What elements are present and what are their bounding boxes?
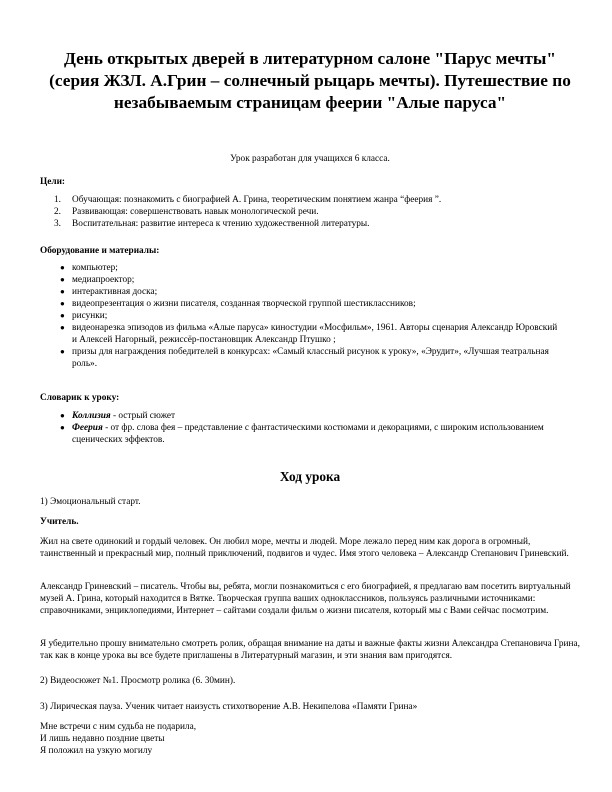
bullet-icon: ● (60, 323, 65, 332)
list-item: ● интерактивная доска; (60, 287, 158, 297)
lesson-heading: Ход урока (279, 469, 341, 484)
bullet-icon: ● (60, 347, 65, 356)
intro-text: Урок разработан для учащихся 6 класса. (230, 154, 390, 164)
paragraph-2: Александр Гриневский – писатель. Чтобы вы, ребята, могли познакомиться с его биографией, я предлагаю вам посетить виртуальный музей А. Грина, который находится в Вятке. Творческая группа ваших одноклассников, пользуясь различными источниками: справочниками, энциклопедиями, Интернет – сайтами создали фильм о жизни писателя, который мы с Вами сейчас посмотрим. (40, 582, 571, 616)
poem-line: Я положил на узкую могилу (40, 746, 153, 756)
vocab-definition: - острый сюжет (110, 411, 176, 421)
list-item (40, 410, 560, 422)
equipment-heading: Оборудование и материалы: (40, 246, 160, 256)
goals-heading: Цели: (40, 177, 66, 187)
teacher-label: Учитель. (40, 517, 79, 527)
list-item: ● видеопрезентация о жизни писателя, созданная творческой группой шестиклассников; (60, 299, 416, 309)
document-title: День открытых дверей в литературном салоне "Парус мечты" (серия ЖЗЛ. А.Грин – солнечный рыцарь мечты). Путешествие по незабываемым страницам феерии "Алые паруса" (49, 49, 571, 112)
step-3: 3) Лирическая пауза. Ученик читает наизусть стихотворение А.В. Некипелова «Памяти Грина» (40, 702, 418, 712)
bullet-icon: ● (60, 311, 65, 320)
list-item (40, 422, 560, 446)
list-item: ● видеонарезка эпизодов из фильма «Алые паруса» киностудии «Мосфильм», 1961. Авторы сценария Александр Юровский и Алексей Нагорный, режиссёр-постановщик Александр Птушко ; (60, 323, 558, 345)
paragraph-3: Я убедительно прошу внимательно смотреть ролик, обращая внимание на даты и важные факты жизни Александра Степановича Грина, так как в конце урока вы все будете приглашены в Литературный магазин, и эти знания вам пригодятся. (40, 639, 580, 661)
bullet-icon: ● (60, 423, 65, 432)
step-2: 2) Видеосюжет №1. Просмотр ролика (6. 30мин). (40, 676, 236, 686)
poem-line: И лишь недавно поздние цветы (40, 734, 165, 744)
equipment-list (40, 262, 560, 370)
bullet-icon: ● (60, 263, 65, 272)
vocab-definition: - от фр. слова фея – представление с фантастическими костюмами и декорациями, с широким использованием сценических эффектов. (72, 423, 544, 445)
list-item: ● компьютер; (60, 263, 118, 273)
goals-list (40, 194, 560, 230)
step-1: 1) Эмоциональный старт. (40, 497, 141, 507)
bullet-icon: ● (60, 275, 65, 284)
list-item: ● рисунки; (60, 311, 108, 321)
poem-line: Мне встречи с ним судьба не подарила, (40, 722, 197, 732)
list-item: 3. Воспитательная: развитие интереса к чтению художественной литературы. (54, 219, 370, 229)
vocabulary-heading: Словарик к уроку: (40, 393, 120, 403)
paragraph-1: Жил на свете одинокий и гордый человек. Он любил море, мечты и людей. Море лежало перед ним как дорога в огромный, таинственный и прекрасный мир, полный приключений, подвигов и чудес. Имя этого человека – Александр Степанович Гриневский. (40, 537, 569, 559)
bullet-icon: ● (60, 411, 65, 420)
list-item: 1. Обучающая: познакомить с биографией А. Грина, теоретическим понятием жанра “феерия ”. (54, 195, 442, 205)
vocab-term: Феерия (72, 423, 103, 433)
list-item: ● призы для награждения победителей в конкурсах: «Самый классный рисунок к уроку», «Эрудит», «Лучшая театральная роль». (60, 347, 549, 369)
list-item: 2. Развивающая: совершенствовать навык монологической речи. (54, 207, 319, 217)
bullet-icon: ● (60, 287, 65, 296)
vocabulary-list (40, 410, 560, 446)
vocab-term: Коллизия (72, 411, 111, 421)
list-item: ● медиапроектор; (60, 275, 135, 285)
bullet-icon: ● (60, 299, 65, 308)
